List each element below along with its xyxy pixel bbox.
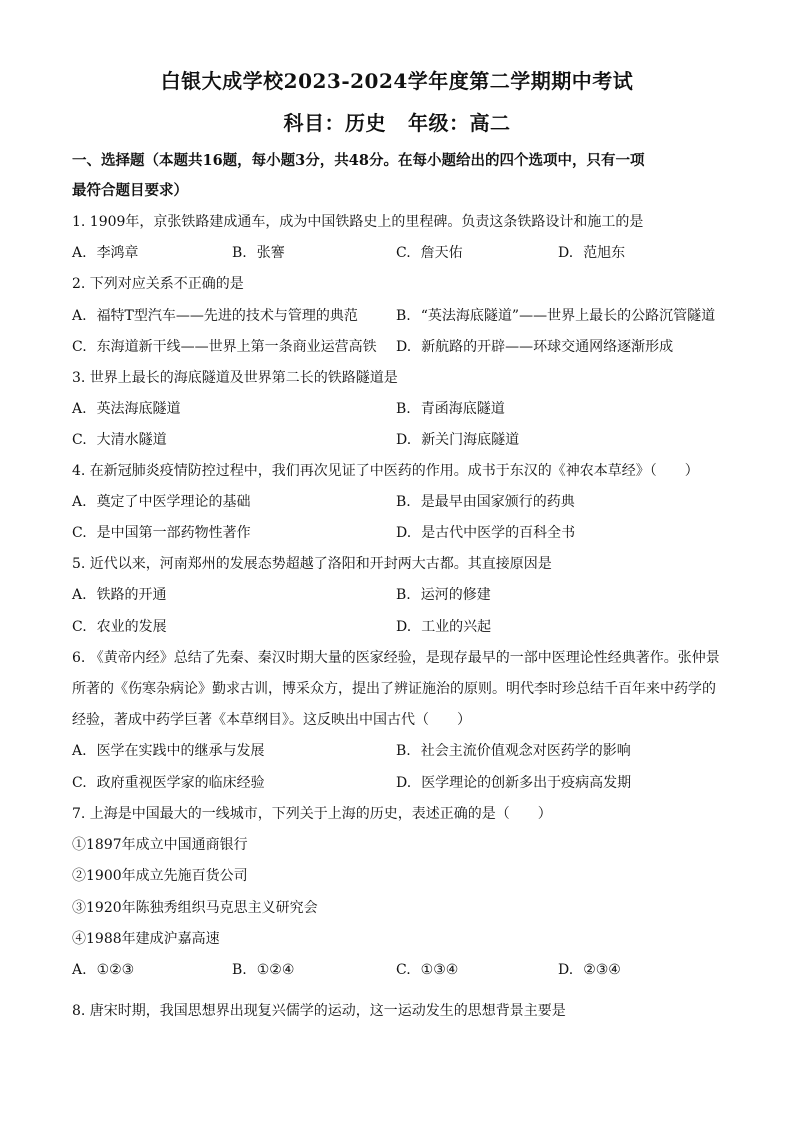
question-5-option-c[interactable] <box>72 617 167 637</box>
option-text: 詹天佑 <box>420 245 463 261</box>
option-text: 东海道新干线——世界上第一条商业运营高铁 <box>96 339 377 355</box>
question-6-stem-line-2: 所著的《伤寒杂病论》勤求古训，博采众方，提出了辨证施治的原则。明代李时珍总结千百年来中药学的 <box>72 681 716 697</box>
option-text: 政府重视医学家的临床经验 <box>96 775 265 791</box>
question-1-option-d[interactable] <box>558 243 625 263</box>
question-2-option-d[interactable] <box>396 337 673 357</box>
option-text: ②③④ <box>583 962 621 978</box>
option-text: ①③④ <box>420 962 459 978</box>
question-7-statement-3: ③1920年陈独秀组织马克思主义研究会 <box>72 900 318 916</box>
option-text: 英法海底隧道 <box>96 401 181 417</box>
question-7-statement-1: ①1897年成立中国通商银行 <box>72 837 248 853</box>
option-text: 是中国第一部药物性著作 <box>96 525 251 541</box>
option-letter: B. <box>396 494 411 510</box>
question-4-option-b[interactable] <box>396 492 575 512</box>
question-3-option-c[interactable] <box>72 430 167 450</box>
option-letter: C. <box>72 619 87 635</box>
option-letter: D. <box>396 339 412 355</box>
question-6-stem-line-1: 6. 《黄帝内经》总结了先秦、秦汉时期大量的医家经验，是现存最早的一部中医理论性经典著作。张仲景 <box>72 650 720 666</box>
grade-label: 年级：高二 <box>408 111 511 135</box>
option-letter: A. <box>72 494 87 510</box>
option-text: 青函海底隧道 <box>420 401 505 417</box>
option-text: ①②④ <box>256 962 295 978</box>
section-heading-line-1: 一、选择题（本题共16题，每小题3分，共48分。在每小题给出的四个选项中，只有一项 <box>72 152 645 169</box>
option-text: 社会主流价值观念对医药学的影响 <box>420 743 631 759</box>
option-text: 张謇 <box>256 245 285 261</box>
option-text: “英法海底隧道”——世界上最长的公路沉管隧道 <box>420 308 716 324</box>
option-letter: A. <box>72 587 87 603</box>
question-7-statement-4: ④1988年建成沪嘉高速 <box>72 931 220 947</box>
question-7-option-c[interactable] <box>396 960 458 980</box>
question-4-stem: 4. 在新冠肺炎疫情防控过程中，我们再次见证了中医药的作用。成书于东汉的《神农本草经》（ ） <box>72 463 699 479</box>
question-3-option-a[interactable] <box>72 399 181 419</box>
question-2-stem: 2. 下列对应关系不正确的是 <box>72 276 244 292</box>
question-6-option-a[interactable] <box>72 741 265 761</box>
option-letter: B. <box>396 308 411 324</box>
option-text: 新航路的开辟——环球交通网络逐渐形成 <box>421 339 674 355</box>
section-heading <box>72 146 732 206</box>
option-text: 奠定了中医学理论的基础 <box>96 494 251 510</box>
option-letter: C. <box>72 339 87 355</box>
option-text: 大清水隧道 <box>96 432 167 448</box>
question-4-option-a[interactable] <box>72 492 251 512</box>
option-text: ①②③ <box>96 962 135 978</box>
question-7-option-d[interactable] <box>558 960 621 980</box>
option-letter: A. <box>72 743 87 759</box>
option-letter: D. <box>396 619 412 635</box>
question-7-option-b[interactable] <box>232 960 294 980</box>
question-6-option-b[interactable] <box>396 741 631 761</box>
question-3-stem: 3. 世界上最长的海底隧道及世界第二长的铁路隧道是 <box>72 370 398 386</box>
option-text: 农业的发展 <box>96 619 167 635</box>
question-2-option-a[interactable] <box>72 306 358 326</box>
exam-subtitle <box>0 110 794 136</box>
option-letter: D. <box>396 775 412 791</box>
question-1-option-a[interactable] <box>72 243 139 263</box>
option-letter: B. <box>396 401 411 417</box>
option-text: 运河的修建 <box>420 587 491 603</box>
option-text: 新关门海底隧道 <box>421 432 520 448</box>
question-6-option-d[interactable] <box>396 773 631 793</box>
question-1-option-b[interactable] <box>232 243 285 263</box>
question-5-option-b[interactable] <box>396 585 491 605</box>
option-letter: B. <box>232 245 247 261</box>
option-text: 医学理论的创新多出于疫病高发期 <box>421 775 632 791</box>
question-5-option-d[interactable] <box>396 617 491 637</box>
question-6-option-c[interactable] <box>72 773 265 793</box>
section-heading-line-2: 最符合题目要求） <box>72 182 188 199</box>
question-2-option-c[interactable] <box>72 337 377 357</box>
exam-title: 白银大成学校2023-2024学年度第二学期期中考试 <box>160 69 634 93</box>
option-letter: C. <box>72 432 87 448</box>
option-letter: A. <box>72 401 87 417</box>
option-letter: B. <box>232 962 247 978</box>
option-letter: D. <box>396 432 412 448</box>
option-letter: A. <box>72 245 87 261</box>
option-letter: D. <box>396 525 412 541</box>
option-letter: A. <box>72 962 87 978</box>
question-1-stem: 1. 1909年，京张铁路建成通车，成为中国铁路史上的里程碑。负责这条铁路设计和施工的是 <box>72 214 644 230</box>
option-letter: D. <box>558 962 574 978</box>
option-letter: C. <box>72 525 87 541</box>
subject-label: 科目：历史 <box>283 111 386 135</box>
question-6-stem-line-3: 经验，著成中药学巨著《本草纲目》。这反映出中国古代（ ） <box>72 712 471 728</box>
question-2-option-b[interactable] <box>396 306 715 326</box>
question-4-option-d[interactable] <box>396 523 575 543</box>
question-8-stem: 8. 唐宋时期，我国思想界出现复兴儒学的运动，这一运动发生的思想背景主要是 <box>72 1003 566 1019</box>
question-3-option-b[interactable] <box>396 399 505 419</box>
question-5-option-a[interactable] <box>72 585 167 605</box>
question-7-option-a[interactable] <box>72 960 134 980</box>
question-5-stem: 5. 近代以来，河南郑州的发展态势超越了洛阳和开封两大古都。其直接原因是 <box>72 556 552 572</box>
option-letter: D. <box>558 245 574 261</box>
option-letter: C. <box>396 962 411 978</box>
option-text: 医学在实践中的继承与发展 <box>96 743 265 759</box>
question-7-statement-2: ②1900年成立先施百货公司 <box>72 868 248 884</box>
option-text: 范旭东 <box>583 245 626 261</box>
option-letter: C. <box>72 775 87 791</box>
option-text: 工业的兴起 <box>421 619 492 635</box>
option-letter: A. <box>72 308 87 324</box>
option-text: 铁路的开通 <box>96 587 167 603</box>
option-text: 是最早由国家颁行的药典 <box>420 494 575 510</box>
question-7-stem: 7. 上海是中国最大的一线城市，下列关于上海的历史，表述正确的是（ ） <box>72 806 552 822</box>
question-3-option-d[interactable] <box>396 430 519 450</box>
option-text: 是古代中医学的百科全书 <box>421 525 576 541</box>
option-letter: B. <box>396 743 411 759</box>
option-text: 李鸿章 <box>96 245 139 261</box>
option-letter: B. <box>396 587 411 603</box>
option-letter: C. <box>396 245 411 261</box>
question-1-option-c[interactable] <box>396 243 463 263</box>
option-text: 福特T型汽车——先进的技术与管理的典范 <box>96 308 358 324</box>
question-4-option-c[interactable] <box>72 523 251 543</box>
